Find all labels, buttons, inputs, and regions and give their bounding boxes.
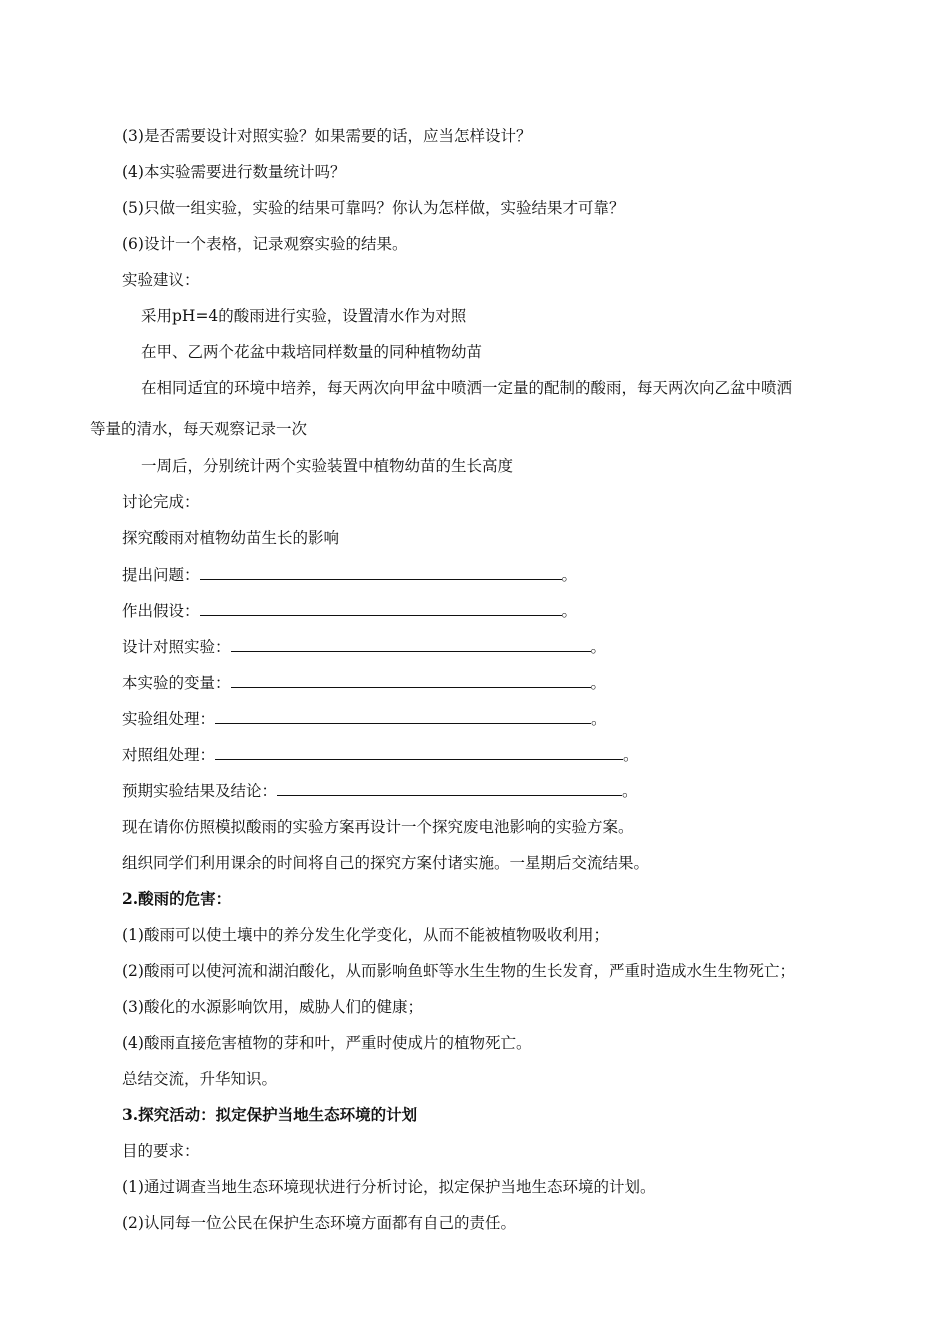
harm-item-4: (4)酸雨直接危害植物的芽和叶，严重时使成片的植物死亡。 <box>122 1034 532 1052</box>
question-3: (3)是否需要设计对照实验？如果需要的话，应当怎样设计？ <box>122 127 532 145</box>
period-mark: 。 <box>591 710 607 728</box>
goal-heading: 目的要求： <box>122 1142 200 1160</box>
period-mark: 。 <box>590 638 607 656</box>
answer-blank[interactable] <box>215 745 623 760</box>
period-mark: 。 <box>623 746 639 764</box>
suggestion-3-line-2: 等量的清水，每天观察记录一次 <box>90 420 308 438</box>
suggestion-3-line-1: 在相同适宜的环境中培养，每天两次向甲盆中喷洒一定量的配制的酸雨，每天两次向乙盆中喷洒 <box>141 379 793 397</box>
follow-up-1: 现在请你仿照模拟酸雨的实验方案再设计一个探究废电池影响的实验方案。 <box>122 818 634 836</box>
harm-item-3: (3)酸化的水源影响饮用，威胁人们的健康； <box>122 998 423 1016</box>
fill-in-experimental-group <box>122 709 607 729</box>
harm-item-1: (1)酸雨可以使土壤中的养分发生化学变化，从而不能被植物吸收利用； <box>122 926 609 944</box>
goal-item-2: (2)认同每一位公民在保护生态环境方面都有自己的责任。 <box>122 1214 516 1232</box>
harm-heading: 2.酸雨的危害： <box>122 889 232 908</box>
suggestions-heading: 实验建议： <box>122 271 200 289</box>
fill-label: 预期实验结果及结论： <box>122 782 278 800</box>
answer-blank[interactable] <box>200 601 562 616</box>
answer-blank[interactable] <box>231 673 591 688</box>
fill-in-question <box>122 565 577 585</box>
fill-in-expected-result <box>122 781 638 801</box>
answer-blank[interactable] <box>200 565 562 580</box>
fill-in-control-design <box>122 637 606 657</box>
fill-label: 提出问题： <box>122 566 200 584</box>
period-mark: 。 <box>590 674 607 692</box>
fill-in-control-group <box>122 745 639 765</box>
suggestion-1: 采用pH=4的酸雨进行实验，设置清水作为对照 <box>141 307 467 325</box>
period-mark: 。 <box>561 602 578 620</box>
goal-item-1: (1)通过调查当地生态环境现状进行分析讨论，拟定保护当地生态环境的计划。 <box>122 1178 656 1196</box>
discussion-topic: 探究酸雨对植物幼苗生长的影响 <box>122 529 340 547</box>
answer-blank[interactable] <box>231 637 591 652</box>
fill-label: 设计对照实验： <box>122 638 231 656</box>
suggestion-4: 一周后，分别统计两个实验装置中植物幼苗的生长高度 <box>141 457 514 475</box>
fill-in-variable <box>122 673 606 693</box>
fill-label: 本实验的变量： <box>122 674 231 692</box>
question-5: (5)只做一组实验，实验的结果可靠吗？你认为怎样做，实验结果才可靠？ <box>122 199 625 217</box>
follow-up-2: 组织同学们利用课余的时间将自己的探究方案付诸实施。一星期后交流结果。 <box>122 854 650 872</box>
fill-label: 作出假设： <box>122 602 200 620</box>
discussion-heading: 讨论完成： <box>122 493 200 511</box>
period-mark: 。 <box>561 566 578 584</box>
fill-in-hypothesis <box>122 601 577 621</box>
fill-label: 实验组处理： <box>122 710 216 728</box>
question-4: (4)本实验需要进行数量统计吗？ <box>122 163 346 181</box>
activity-heading: 3.探究活动：拟定保护当地生态环境的计划 <box>122 1105 418 1124</box>
harm-item-2: (2)酸雨可以使河流和湖泊酸化，从而影响鱼虾等水生生物的生长发育，严重时造成水生生物死亡； <box>122 962 795 980</box>
harm-summary: 总结交流，升华知识。 <box>122 1070 278 1088</box>
answer-blank[interactable] <box>277 781 622 796</box>
period-mark: 。 <box>622 782 638 800</box>
fill-label: 对照组处理： <box>122 746 216 764</box>
suggestion-2: 在甲、乙两个花盆中栽培同样数量的同种植物幼苗 <box>141 343 483 361</box>
question-6: (6)设计一个表格，记录观察实验的结果。 <box>122 235 408 253</box>
answer-blank[interactable] <box>215 709 591 724</box>
